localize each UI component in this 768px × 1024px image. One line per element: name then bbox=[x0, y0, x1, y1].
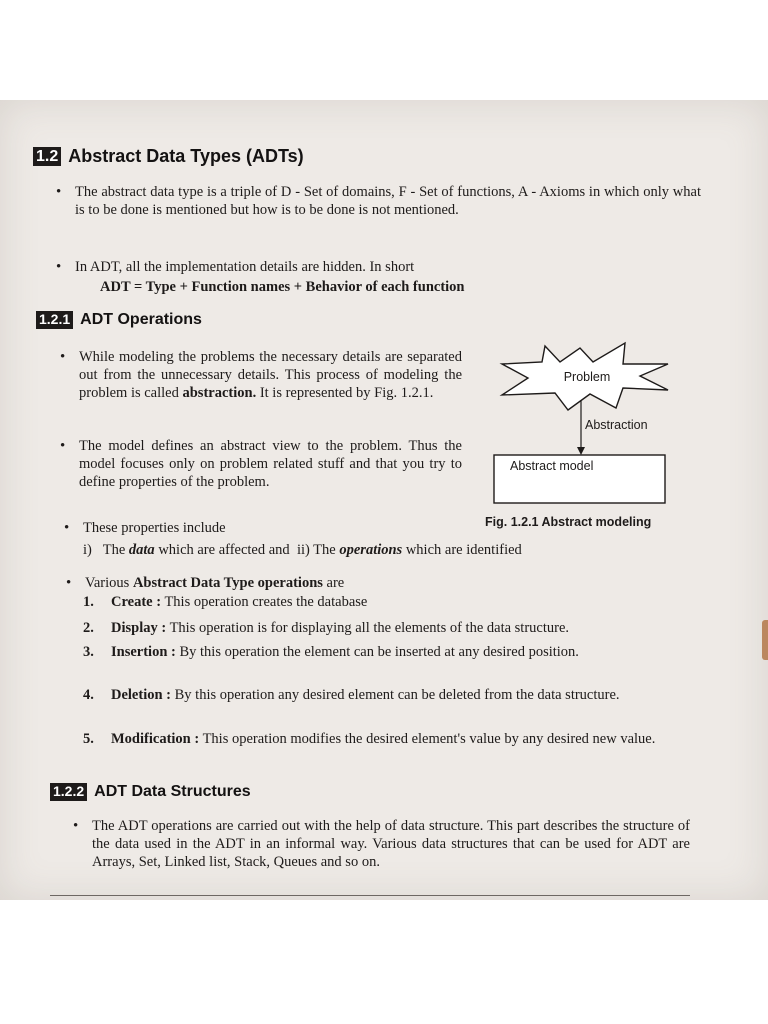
operation-number: 1. bbox=[83, 594, 94, 610]
bottom-rule bbox=[50, 895, 690, 896]
section-number-badge: 1.2.2 bbox=[50, 783, 87, 800]
section-title: ADT Operations bbox=[80, 311, 202, 328]
operation-number: 2. bbox=[83, 620, 94, 636]
operation-number: 4. bbox=[83, 687, 94, 703]
problem-label: Problem bbox=[563, 370, 611, 384]
operation-item-modification bbox=[83, 730, 698, 748]
operation-desc: This operation creates the database bbox=[164, 594, 368, 610]
props-identified: which are identified bbox=[405, 542, 522, 558]
section-heading-1-2-1 bbox=[36, 311, 202, 329]
paragraph-model-view bbox=[79, 437, 462, 491]
term-operations: operations bbox=[339, 542, 403, 558]
operation-item-display bbox=[83, 619, 698, 637]
operation-text bbox=[111, 686, 698, 704]
bullet-item: • The abstract data type is a triple of D - Set of domains, F - Set of functions, A - Axioms in which only what is to be done is mentioned but how is to be done is not mentioned. bbox=[75, 183, 701, 219]
paragraph-properties bbox=[83, 519, 463, 537]
operation-text bbox=[111, 593, 698, 611]
bullet-text: Various bbox=[85, 575, 130, 591]
operation-item-create bbox=[83, 593, 698, 611]
operation-text bbox=[111, 619, 698, 637]
operation-name: Modification : bbox=[111, 731, 200, 747]
abstract-model-label: Abstract model bbox=[510, 459, 594, 473]
bullet-text-tail: It is represented by Fig. 1.2.1. bbox=[256, 385, 434, 401]
operation-item-insertion bbox=[83, 643, 698, 661]
paragraph-adt-triple bbox=[75, 183, 701, 219]
page-edge-mark bbox=[762, 620, 768, 660]
props-affected: which are affected and bbox=[158, 542, 290, 558]
figure-abstract-modeling bbox=[490, 338, 680, 508]
bullet-item: • These properties include bbox=[83, 519, 463, 537]
bullet-text: While modeling the problems the necessary details are separated out from the unnecessary details. This process of modeling the problem is called bbox=[79, 349, 462, 401]
section-heading-1-2 bbox=[33, 146, 304, 167]
roman-i: i) bbox=[83, 542, 92, 558]
arrow-head bbox=[577, 447, 585, 455]
operation-desc: By this operation the element can be inserted at any desired position. bbox=[179, 644, 579, 660]
section-number-badge: 1.2 bbox=[33, 147, 61, 167]
operation-number: 5. bbox=[83, 731, 94, 747]
bullet-item: • The ADT operations are carried out with the help of data structure. This part describes the structure of the data used in the ADT in an informal way. Various data structures that can be used for ADT are Arrays, Set, Linked list, Stack, Queues and so on. bbox=[92, 817, 690, 871]
operation-text bbox=[111, 643, 698, 661]
paragraph-adt-hidden bbox=[75, 258, 701, 276]
figure-caption: Fig. 1.2.1 Abstract modeling bbox=[485, 515, 652, 529]
properties-list bbox=[83, 541, 703, 559]
bullet-item bbox=[85, 574, 705, 592]
abstraction-label: Abstraction bbox=[585, 418, 648, 432]
section-title: Abstract Data Types (ADTs) bbox=[68, 146, 304, 166]
operation-text bbox=[111, 730, 698, 748]
roman-ii: ii) The bbox=[296, 542, 336, 558]
operation-number: 3. bbox=[83, 644, 94, 660]
section-number-badge: 1.2.1 bbox=[36, 311, 73, 328]
term-adt-operations: Abstract Data Type operations bbox=[132, 575, 323, 591]
operation-desc: By this operation any desired element can be deleted from the data structure. bbox=[174, 687, 620, 703]
operation-desc: This operation modifies the desired element's value by any desired new value. bbox=[202, 731, 656, 747]
props-the: The bbox=[102, 542, 126, 558]
adt-formula: ADT = Type + Function names + Behavior of each function bbox=[100, 279, 465, 295]
operation-item-deletion bbox=[83, 686, 698, 704]
term-abstraction: abstraction. bbox=[182, 385, 257, 401]
paragraph-adt-operations bbox=[85, 574, 705, 592]
bullet-text-tail: are bbox=[326, 575, 345, 591]
operation-desc: This operation is for displaying all the elements of the data structure. bbox=[169, 620, 570, 636]
operation-name: Insertion : bbox=[111, 644, 176, 660]
operation-name: Display : bbox=[111, 620, 167, 636]
section-heading-1-2-2 bbox=[50, 783, 251, 801]
section-title: ADT Data Structures bbox=[94, 783, 251, 800]
operation-name: Deletion : bbox=[111, 687, 171, 703]
term-data: data bbox=[128, 542, 155, 558]
operation-name: Create : bbox=[111, 594, 162, 610]
bullet-item: • The model defines an abstract view to the problem. Thus the model focuses only on problem related stuff and that you try to define properties of the problem. bbox=[79, 437, 462, 491]
bullet-item: • In ADT, all the implementation details are hidden. In short bbox=[75, 258, 701, 276]
bullet-item bbox=[79, 348, 462, 402]
paragraph-adt-data-structures bbox=[92, 817, 690, 871]
paragraph-abstraction bbox=[79, 348, 462, 402]
